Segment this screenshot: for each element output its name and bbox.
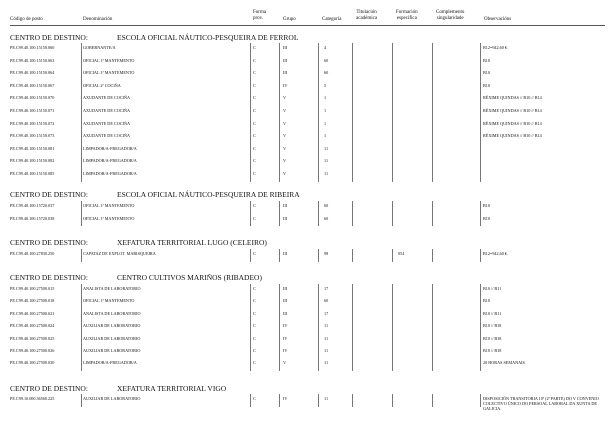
categoria-cell: 17 xyxy=(324,310,329,316)
denominacion-cell: LIMPADOR/A-FREGADOR/A xyxy=(83,360,137,366)
denominacion-cell: OFICIAL 1ª MANTEMENTO xyxy=(83,70,135,76)
posto-code-cell: PE.C99.40.100.15150.067 xyxy=(10,82,55,88)
grupo-cell: III xyxy=(283,70,288,76)
observacions-cell: B10 xyxy=(483,215,490,221)
grupo-cell: III xyxy=(283,45,288,50)
centro-destino-label: CENTRO DE DESTINO: xyxy=(10,273,88,282)
categoria-cell: 1 xyxy=(324,108,327,113)
column-divider xyxy=(392,394,393,407)
column-divider xyxy=(279,394,280,407)
observacions-cell: B10 // B18 xyxy=(483,348,502,353)
posto-code-cell: PE.C99.40.100.15150.071 xyxy=(10,108,55,113)
forma-prov-cell: C xyxy=(253,360,256,366)
posto-code-cell: PE.C99.40.100.15150.063 xyxy=(10,57,55,63)
categoria-cell: 4 xyxy=(324,45,327,50)
posto-code-cell: PE.C99.40.100.15150.072 xyxy=(10,120,55,126)
observacions-cell: 20 HORAS SEMANAIS xyxy=(483,360,525,366)
observacions-cell: RÉXIME QUINDAS // B10 // B14 xyxy=(483,95,542,101)
table-row xyxy=(0,336,615,349)
forma-prov-cell: C xyxy=(253,70,256,76)
column-divider xyxy=(480,394,481,407)
table-row xyxy=(0,133,615,146)
categoria-cell: 60 xyxy=(324,298,329,304)
categoria-cell: 11 xyxy=(324,396,329,401)
column-divider xyxy=(250,249,251,262)
forma-prov-cell: C xyxy=(253,45,256,50)
categoria-cell: 60 xyxy=(324,70,329,76)
column-divider xyxy=(81,394,82,407)
grupo-cell: IV xyxy=(283,335,288,341)
column-divider xyxy=(250,43,251,182)
denominacion-cell: AUXILIAR DE LABORATORIO xyxy=(83,348,141,353)
posto-code-cell: PE.C99.40.100.15720.038 xyxy=(10,215,55,221)
table-row xyxy=(0,171,615,184)
table-row xyxy=(0,83,615,96)
observacions-cell: B10 xyxy=(483,203,490,208)
column-divider xyxy=(432,394,433,407)
observacions-cell: RÉXIME QUINDAS // B10 // B14 xyxy=(483,133,542,139)
forma-prov-cell: C xyxy=(253,286,256,291)
column-divider xyxy=(432,284,433,371)
column-divider xyxy=(81,43,82,182)
observacions-cell: B10 xyxy=(483,298,490,304)
observacions-cell: RÉXIME QUINDAS // B10 // B14 xyxy=(483,108,542,113)
grupo-cell: IV xyxy=(283,323,288,329)
posto-code-cell: PE.C99.40.100.27500.024 xyxy=(10,323,55,329)
column-divider xyxy=(392,249,393,262)
centro-destino-name: XEFATURA TERRITORIAL VIGO xyxy=(117,384,227,393)
denominacion-cell: ANALISTA DE LABORATORIO xyxy=(83,310,141,316)
grupo-cell: IV xyxy=(283,82,288,88)
posto-code-cell: PE.C99.40.100.27500.026 xyxy=(10,348,55,353)
centro-destino-name: CENTRO CULTIVOS MARIÑOS (RIBADEO) xyxy=(117,273,262,282)
grupo-cell: V xyxy=(283,95,287,101)
forma-prov-cell: C xyxy=(253,95,256,101)
column-divider xyxy=(318,201,319,226)
formacion-cell: 054 xyxy=(398,251,405,256)
centro-destino-label: CENTRO DE DESTINO: xyxy=(10,238,88,247)
forma-prov-cell: C xyxy=(253,215,256,221)
categoria-cell: 11 xyxy=(324,158,329,164)
forma-prov-cell: C xyxy=(253,158,256,164)
column-divider xyxy=(250,394,251,407)
denominacion-cell: LIMPADOR/A-FREGADOR/A xyxy=(83,171,137,176)
categoria-cell: 11 xyxy=(324,323,329,329)
forma-prov-cell: C xyxy=(253,310,256,316)
column-divider xyxy=(352,394,353,407)
observacions-cell: B10 // B11 xyxy=(483,310,502,316)
col-header-code: Código de posto xyxy=(10,17,43,22)
denominacion-cell: AUXILIAR DE LABORATORIO xyxy=(83,335,141,341)
column-divider xyxy=(352,284,353,371)
grupo-cell: III xyxy=(283,286,288,291)
denominacion-cell: CAPATAZ DE EXPLOT. MARISQUEIRA xyxy=(83,251,156,256)
column-divider xyxy=(81,201,82,226)
column-divider xyxy=(250,284,251,371)
column-divider xyxy=(81,249,82,262)
posto-code-cell: PE.C99.40.100.27500.015 xyxy=(10,286,55,291)
categoria-cell: 60 xyxy=(324,57,329,63)
forma-prov-cell: C xyxy=(253,396,256,401)
denominacion-cell: LIMPADOR/A-FREGADOR/A xyxy=(83,158,137,164)
posto-code-cell: PE.C99.40.100.27500.021 xyxy=(10,310,55,316)
table-row xyxy=(0,121,615,134)
centro-destino-label: CENTRO DE DESTINO: xyxy=(10,384,88,393)
column-divider xyxy=(352,43,353,182)
column-divider xyxy=(480,43,481,182)
table-row xyxy=(0,203,615,216)
centro-destino-name: XEFATURA TERRITORIAL LUGO (CELEIRO) xyxy=(117,238,267,247)
forma-prov-cell: C xyxy=(253,145,256,151)
forma-prov-cell: C xyxy=(253,251,256,256)
column-divider xyxy=(432,201,433,226)
observacions-cell: DISPOSICIÓN TRANSITORIA 10ª (2ª PARTE) DO V CONVENIO COLECTIVO ÚNICO DO PERSOAL LABORAL DA XUNTA DE GALICIA. xyxy=(483,396,599,411)
grupo-cell: V xyxy=(283,360,287,366)
observacions-cell: B10 xyxy=(483,57,490,63)
table-row xyxy=(0,298,615,311)
forma-prov-cell: C xyxy=(253,348,256,353)
categoria-cell: 1 xyxy=(324,133,327,139)
table-row xyxy=(0,95,615,108)
categoria-cell: 1 xyxy=(324,95,327,101)
grupo-cell: III xyxy=(283,251,288,256)
column-divider xyxy=(352,249,353,262)
denominacion-cell: ANALISTA DE LABORATORIO xyxy=(83,286,141,291)
forma-prov-cell: C xyxy=(253,57,256,63)
grupo-cell: V xyxy=(283,158,287,164)
col-header-formacion: Formación específica xyxy=(396,10,418,21)
forma-prov-cell: C xyxy=(253,203,256,208)
column-divider xyxy=(279,43,280,182)
categoria-cell: 5 xyxy=(324,82,327,88)
grupo-cell: III xyxy=(283,310,288,316)
centro-destino-label: CENTRO DE DESTINO: xyxy=(10,190,88,199)
table-row xyxy=(0,348,615,361)
table-row xyxy=(0,158,615,171)
column-divider xyxy=(480,201,481,226)
grupo-cell: V xyxy=(283,145,287,151)
categoria-cell: 11 xyxy=(324,348,329,353)
forma-prov-cell: C xyxy=(253,335,256,341)
column-divider xyxy=(432,43,433,182)
column-divider xyxy=(392,201,393,226)
posto-code-cell: PE.C99.40.100.15150.073 xyxy=(10,133,55,139)
forma-prov-cell: C xyxy=(253,171,256,176)
table-row xyxy=(0,146,615,159)
categoria-cell: 11 xyxy=(324,360,329,366)
forma-prov-cell: C xyxy=(253,298,256,304)
column-divider xyxy=(318,284,319,371)
col-header-forma-prov: Forma prov. xyxy=(253,10,267,21)
column-divider xyxy=(81,284,82,371)
column-divider xyxy=(318,43,319,182)
table-row xyxy=(0,251,615,264)
centro-destino-label: CENTRO DE DESTINO: xyxy=(10,33,88,42)
centro-destino-name: ESCOLA OFICIAL NÁUTICO-PESQUEIRA DE FERROL xyxy=(117,33,299,42)
categoria-cell: 11 xyxy=(324,145,329,151)
grupo-cell: III xyxy=(283,298,288,304)
table-row xyxy=(0,70,615,83)
denominacion-cell: LIMPADOR/A-FREGADOR/A xyxy=(83,145,137,151)
grupo-cell: V xyxy=(283,171,287,176)
table-row xyxy=(0,45,615,58)
observacions-cell: B12=942,60 €. xyxy=(483,45,509,50)
denominacion-cell: GOBERNANTE/A xyxy=(83,45,116,50)
col-header-categoria: Categoría xyxy=(322,17,342,22)
observacions-cell: B10 // B11 xyxy=(483,286,502,291)
observacions-cell: B12=942,60 €. xyxy=(483,251,509,256)
table-row xyxy=(0,108,615,121)
forma-prov-cell: C xyxy=(253,323,256,329)
grupo-cell: IV xyxy=(283,348,288,353)
table-row xyxy=(0,396,615,409)
table-row xyxy=(0,311,615,324)
col-header-titulacion: Titulación académica xyxy=(356,10,378,21)
posto-code-cell: PE.C99.40.100.27830.250 xyxy=(10,251,55,256)
grupo-cell: V xyxy=(283,120,287,126)
categoria-cell: 1 xyxy=(324,120,327,126)
column-divider xyxy=(318,394,319,407)
denominacion-cell: OFICIAL 1ª MANTEMENTO xyxy=(83,57,135,63)
centro-destino-name: ESCOLA OFICIAL NÁUTICO-PESQUEIRA DE RIBEIRA xyxy=(117,190,300,199)
column-divider xyxy=(480,249,481,262)
categoria-cell: 60 xyxy=(324,215,329,221)
forma-prov-cell: C xyxy=(253,120,256,126)
posto-code-cell: PE.C99.40.100.27500.018 xyxy=(10,298,55,304)
posto-code-cell: PE.C99.40.100.15150.081 xyxy=(10,145,55,151)
posto-code-cell: PE.C99.10.000.36560.225 xyxy=(10,396,55,401)
col-header-complemento: Complemento singularidade xyxy=(436,10,465,21)
denominacion-cell: AXUDANTE DE COCIÑA xyxy=(83,108,130,113)
header-rule xyxy=(10,25,605,26)
grupo-cell: III xyxy=(283,57,288,63)
grupo-cell: V xyxy=(283,133,287,139)
column-divider xyxy=(279,201,280,226)
column-divider xyxy=(279,284,280,371)
categoria-cell: 11 xyxy=(324,171,329,176)
categoria-cell: 11 xyxy=(324,335,329,341)
posto-code-cell: PE.C99.40.100.27500.025 xyxy=(10,335,55,341)
denominacion-cell: AUXILIAR DE LABORATORIO xyxy=(83,396,141,401)
posto-code-cell: PE.C99.40.100.15150.082 xyxy=(10,158,55,164)
denominacion-cell: OFICIAL 1ª MANTEMENTO xyxy=(83,215,135,221)
categoria-cell: 60 xyxy=(324,203,329,208)
forma-prov-cell: C xyxy=(253,133,256,139)
grupo-cell: IV xyxy=(283,396,288,401)
column-divider xyxy=(392,284,393,371)
denominacion-cell: OFICIAL 1ª MANTEMENTO xyxy=(83,203,135,208)
posto-code-cell: PE.C99.40.100.15150.064 xyxy=(10,70,55,76)
column-divider xyxy=(432,249,433,262)
column-divider xyxy=(392,43,393,182)
grupo-cell: V xyxy=(283,108,287,113)
table-row xyxy=(0,360,615,373)
table-row xyxy=(0,216,615,229)
denominacion-cell: AXUDANTE DE COCIÑA xyxy=(83,133,130,139)
denominacion-cell: OFICIAL 1ª MANTEMENTO xyxy=(83,298,135,304)
column-divider xyxy=(318,249,319,262)
column-divider xyxy=(279,249,280,262)
denominacion-cell: OFICIAL 2ª COCIÑA xyxy=(83,82,121,88)
col-header-observacions: Observacións xyxy=(484,17,512,22)
denominacion-cell: AUXILIAR DE LABORATORIO xyxy=(83,323,141,329)
col-header-grupo: Grupo xyxy=(283,17,296,22)
posto-code-cell: PE.C99.40.100.15150.060 xyxy=(10,45,55,50)
posto-code-cell: PE.C99.40.100.15150.070 xyxy=(10,95,55,101)
categoria-cell: 98 xyxy=(324,251,329,256)
categoria-cell: 17 xyxy=(324,286,329,291)
forma-prov-cell: C xyxy=(253,108,256,113)
column-divider xyxy=(352,201,353,226)
forma-prov-cell: C xyxy=(253,82,256,88)
column-divider xyxy=(250,201,251,226)
table-row xyxy=(0,286,615,299)
observacions-cell: B10 xyxy=(483,82,490,88)
posto-code-cell: PE.C99.40.100.15720.037 xyxy=(10,203,55,208)
grupo-cell: III xyxy=(283,215,288,221)
observacions-cell: B10 // B18 xyxy=(483,323,502,329)
observacions-cell: B10 xyxy=(483,70,490,76)
table-row xyxy=(0,58,615,71)
table-row xyxy=(0,323,615,336)
observacions-cell: RÉXIME QUINDAS // B10 // B14 xyxy=(483,120,542,126)
denominacion-cell: AXUDANTE DE COCIÑA xyxy=(83,120,130,126)
column-divider xyxy=(480,284,481,371)
observacions-cell: B10 // B18 xyxy=(483,335,502,341)
posto-code-cell: PE.C99.40.100.15150.085 xyxy=(10,171,55,176)
col-header-denominacion: Denominación xyxy=(83,17,113,22)
grupo-cell: III xyxy=(283,203,288,208)
denominacion-cell: AXUDANTE DE COCIÑA xyxy=(83,95,130,101)
posto-code-cell: PE.C99.40.100.27500.030 xyxy=(10,360,55,366)
